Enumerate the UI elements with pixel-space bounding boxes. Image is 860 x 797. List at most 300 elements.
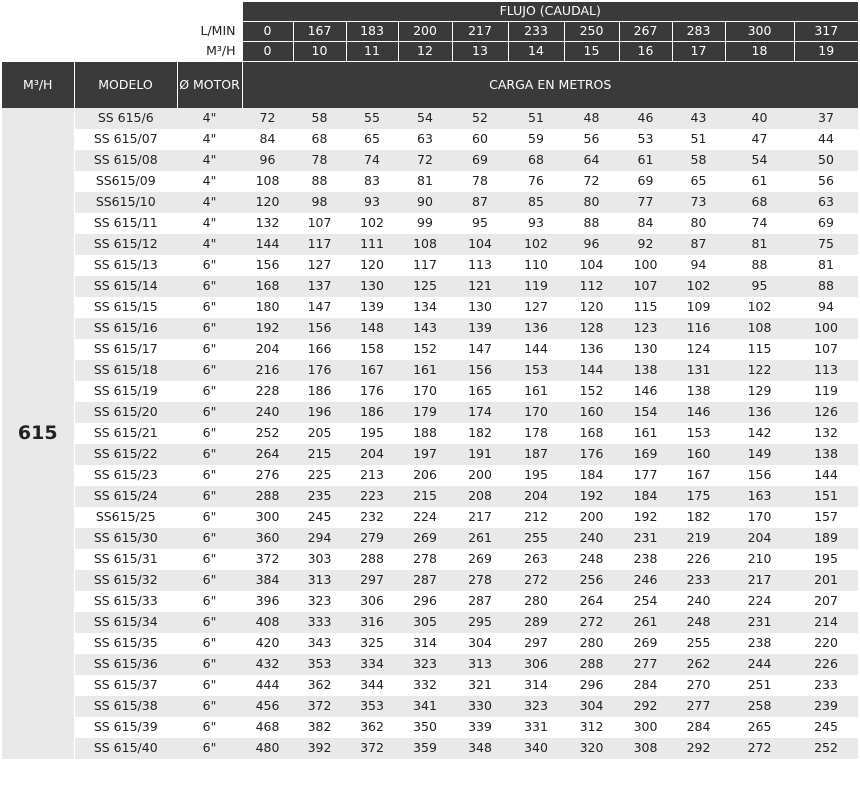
- head-value-cell: 196: [293, 402, 346, 423]
- head-value-cell: 269: [619, 633, 672, 654]
- lmin-row: [2, 22, 858, 42]
- head-value-cell: 372: [346, 738, 398, 759]
- motor-cell: 6": [177, 549, 242, 570]
- head-value-cell: 350: [398, 717, 452, 738]
- head-value-cell: 53: [619, 129, 672, 150]
- flow-title: FLUJO (CAUDAL): [242, 2, 858, 22]
- head-value-cell: 96: [564, 234, 619, 255]
- head-value-cell: 182: [672, 507, 725, 528]
- head-value-cell: 330: [452, 696, 508, 717]
- head-value-cell: 139: [346, 297, 398, 318]
- head-value-cell: 102: [672, 276, 725, 297]
- head-value-cell: 94: [794, 297, 858, 318]
- head-value-cell: 58: [672, 150, 725, 171]
- head-value-cell: 192: [242, 318, 293, 339]
- motor-cell: 4": [177, 171, 242, 192]
- model-cell: SS 615/39: [74, 717, 177, 738]
- head-value-cell: 115: [619, 297, 672, 318]
- model-column-header: MODELO: [74, 62, 177, 109]
- head-value-cell: 224: [398, 507, 452, 528]
- head-value-cell: 223: [346, 486, 398, 507]
- head-value-cell: 287: [452, 591, 508, 612]
- head-value-cell: 292: [619, 696, 672, 717]
- head-value-cell: 113: [794, 360, 858, 381]
- head-value-cell: 72: [242, 108, 293, 129]
- motor-cell: 4": [177, 192, 242, 213]
- head-value-cell: 204: [508, 486, 564, 507]
- head-value-cell: 72: [564, 171, 619, 192]
- head-value-cell: 284: [672, 717, 725, 738]
- head-value-cell: 146: [672, 402, 725, 423]
- head-value-cell: 316: [346, 612, 398, 633]
- head-value-cell: 239: [794, 696, 858, 717]
- model-cell: SS 615/31: [74, 549, 177, 570]
- m3h-value: 11: [346, 42, 398, 62]
- head-value-cell: 48: [564, 108, 619, 129]
- head-value-cell: 117: [293, 234, 346, 255]
- head-value-cell: 109: [672, 297, 725, 318]
- table-row: [2, 570, 858, 591]
- head-value-cell: 157: [794, 507, 858, 528]
- head-value-cell: 128: [564, 318, 619, 339]
- head-value-cell: 151: [794, 486, 858, 507]
- head-value-cell: 104: [452, 234, 508, 255]
- head-value-cell: 206: [398, 465, 452, 486]
- head-value-cell: 138: [672, 381, 725, 402]
- head-value-cell: 144: [508, 339, 564, 360]
- head-value-cell: 240: [672, 591, 725, 612]
- model-cell: SS 615/07: [74, 129, 177, 150]
- head-value-cell: 44: [794, 129, 858, 150]
- head-value-cell: 64: [564, 150, 619, 171]
- head-value-cell: 195: [508, 465, 564, 486]
- head-value-cell: 54: [725, 150, 794, 171]
- head-value-cell: 47: [725, 129, 794, 150]
- head-value-cell: 277: [619, 654, 672, 675]
- head-value-cell: 87: [672, 234, 725, 255]
- model-cell: SS 615/24: [74, 486, 177, 507]
- head-value-cell: 288: [564, 654, 619, 675]
- head-value-cell: 248: [564, 549, 619, 570]
- table-row: [2, 675, 858, 696]
- model-cell: SS 615/17: [74, 339, 177, 360]
- head-value-cell: 258: [725, 696, 794, 717]
- head-value-cell: 170: [508, 402, 564, 423]
- head-value-cell: 468: [242, 717, 293, 738]
- head-value-cell: 119: [794, 381, 858, 402]
- table-row: [2, 381, 858, 402]
- lmin-value: 317: [794, 22, 858, 42]
- m3h-value: 17: [672, 42, 725, 62]
- head-value-cell: 226: [672, 549, 725, 570]
- head-value-cell: 235: [293, 486, 346, 507]
- head-value-cell: 225: [293, 465, 346, 486]
- head-value-cell: 269: [452, 549, 508, 570]
- head-value-cell: 63: [398, 129, 452, 150]
- m3h-column-header: M³/H: [2, 62, 74, 109]
- table-row: [2, 213, 858, 234]
- head-value-cell: 213: [346, 465, 398, 486]
- head-value-cell: 95: [452, 213, 508, 234]
- head-value-cell: 288: [242, 486, 293, 507]
- head-value-cell: 264: [242, 444, 293, 465]
- table-row: [2, 360, 858, 381]
- head-value-cell: 170: [398, 381, 452, 402]
- head-value-cell: 124: [672, 339, 725, 360]
- lmin-label: L/MIN: [200, 23, 236, 39]
- table-row: [2, 171, 858, 192]
- head-value-cell: 120: [242, 192, 293, 213]
- model-cell: SS 615/23: [74, 465, 177, 486]
- head-value-cell: 372: [242, 549, 293, 570]
- head-value-cell: 382: [293, 717, 346, 738]
- head-value-cell: 96: [242, 150, 293, 171]
- head-value-cell: 219: [672, 528, 725, 549]
- head-value-cell: 88: [564, 213, 619, 234]
- lmin-value: 267: [619, 22, 672, 42]
- model-cell: SS 615/6: [74, 108, 177, 129]
- head-value-cell: 147: [293, 297, 346, 318]
- head-value-cell: 312: [564, 717, 619, 738]
- head-value-cell: 210: [725, 549, 794, 570]
- head-value-cell: 115: [725, 339, 794, 360]
- head-value-cell: 195: [346, 423, 398, 444]
- head-value-cell: 165: [452, 381, 508, 402]
- head-value-cell: 238: [725, 633, 794, 654]
- head-value-cell: 78: [293, 150, 346, 171]
- head-value-cell: 174: [452, 402, 508, 423]
- lmin-value: 183: [346, 22, 398, 42]
- head-value-cell: 77: [619, 192, 672, 213]
- head-value-cell: 201: [794, 570, 858, 591]
- head-value-cell: 102: [346, 213, 398, 234]
- head-value-cell: 251: [725, 675, 794, 696]
- head-value-cell: 384: [242, 570, 293, 591]
- motor-cell: 4": [177, 234, 242, 255]
- head-value-cell: 217: [725, 570, 794, 591]
- head-value-cell: 104: [564, 255, 619, 276]
- head-value-cell: 132: [242, 213, 293, 234]
- head-value-cell: 300: [242, 507, 293, 528]
- head-value-cell: 297: [508, 633, 564, 654]
- head-value-cell: 131: [672, 360, 725, 381]
- model-cell: SS615/25: [74, 507, 177, 528]
- model-cell: SS 615/36: [74, 654, 177, 675]
- table-row: [2, 549, 858, 570]
- model-cell: SS 615/14: [74, 276, 177, 297]
- head-value-cell: 81: [725, 234, 794, 255]
- head-value-cell: 331: [508, 717, 564, 738]
- head-value-cell: 98: [293, 192, 346, 213]
- head-value-cell: 240: [564, 528, 619, 549]
- motor-cell: 6": [177, 528, 242, 549]
- table-row: [2, 423, 858, 444]
- head-value-cell: 51: [508, 108, 564, 129]
- head-value-cell: 360: [242, 528, 293, 549]
- head-value-cell: 81: [794, 255, 858, 276]
- head-value-cell: 100: [619, 255, 672, 276]
- motor-cell: 4": [177, 150, 242, 171]
- head-value-cell: 167: [346, 360, 398, 381]
- m3h-value: 14: [508, 42, 564, 62]
- head-value-cell: 178: [508, 423, 564, 444]
- head-value-cell: 170: [725, 507, 794, 528]
- head-value-cell: 215: [398, 486, 452, 507]
- head-value-cell: 63: [794, 192, 858, 213]
- head-value-cell: 93: [346, 192, 398, 213]
- head-value-cell: 205: [293, 423, 346, 444]
- motor-cell: 6": [177, 696, 242, 717]
- head-value-cell: 252: [794, 738, 858, 759]
- head-value-cell: 142: [725, 423, 794, 444]
- head-value-cell: 136: [725, 402, 794, 423]
- table-row: [2, 465, 858, 486]
- head-value-cell: 255: [672, 633, 725, 654]
- head-value-cell: 111: [346, 234, 398, 255]
- head-value-cell: 69: [794, 213, 858, 234]
- head-value-cell: 138: [619, 360, 672, 381]
- head-value-cell: 125: [398, 276, 452, 297]
- head-value-cell: 248: [672, 612, 725, 633]
- head-value-cell: 184: [564, 465, 619, 486]
- head-value-cell: 130: [452, 297, 508, 318]
- motor-cell: 6": [177, 738, 242, 759]
- head-value-cell: 306: [508, 654, 564, 675]
- head-value-cell: 65: [672, 171, 725, 192]
- head-value-cell: 314: [508, 675, 564, 696]
- head-value-cell: 334: [346, 654, 398, 675]
- head-value-cell: 68: [725, 192, 794, 213]
- head-value-cell: 216: [242, 360, 293, 381]
- motor-cell: 6": [177, 675, 242, 696]
- head-value-cell: 143: [398, 318, 452, 339]
- model-cell: SS 615/22: [74, 444, 177, 465]
- head-value-cell: 156: [293, 318, 346, 339]
- head-value-cell: 197: [398, 444, 452, 465]
- head-value-cell: 245: [293, 507, 346, 528]
- head-value-cell: 343: [293, 633, 346, 654]
- table-row: [2, 297, 858, 318]
- model-cell: SS 615/38: [74, 696, 177, 717]
- m3h-value: 10: [293, 42, 346, 62]
- head-value-cell: 168: [242, 276, 293, 297]
- head-value-cell: 246: [619, 570, 672, 591]
- model-cell: SS 615/40: [74, 738, 177, 759]
- head-value-cell: 272: [508, 570, 564, 591]
- head-value-cell: 161: [508, 381, 564, 402]
- head-value-cell: 341: [398, 696, 452, 717]
- head-value-cell: 107: [293, 213, 346, 234]
- head-value-cell: 191: [452, 444, 508, 465]
- head-value-cell: 256: [564, 570, 619, 591]
- head-value-cell: 85: [508, 192, 564, 213]
- head-value-cell: 176: [346, 381, 398, 402]
- head-value-cell: 254: [619, 591, 672, 612]
- head-value-cell: 179: [398, 402, 452, 423]
- head-value-cell: 138: [794, 444, 858, 465]
- head-value-cell: 176: [293, 360, 346, 381]
- head-value-cell: 167: [672, 465, 725, 486]
- head-value-cell: 396: [242, 591, 293, 612]
- m3h-label: M³/H: [206, 43, 236, 58]
- motor-cell: 6": [177, 339, 242, 360]
- model-cell: SS 615/35: [74, 633, 177, 654]
- head-value-cell: 43: [672, 108, 725, 129]
- head-value-cell: 480: [242, 738, 293, 759]
- head-value-cell: 100: [794, 318, 858, 339]
- head-value-cell: 117: [398, 255, 452, 276]
- head-value-cell: 99: [398, 213, 452, 234]
- head-value-cell: 359: [398, 738, 452, 759]
- model-cell: SS 615/20: [74, 402, 177, 423]
- head-value-cell: 278: [452, 570, 508, 591]
- head-value-cell: 204: [242, 339, 293, 360]
- motor-cell: 6": [177, 444, 242, 465]
- head-value-cell: 192: [564, 486, 619, 507]
- table-row: [2, 234, 858, 255]
- head-value-cell: 240: [242, 402, 293, 423]
- head-value-cell: 217: [452, 507, 508, 528]
- head-value-cell: 147: [452, 339, 508, 360]
- head-value-cell: 119: [508, 276, 564, 297]
- head-value-cell: 323: [293, 591, 346, 612]
- head-value-cell: 408: [242, 612, 293, 633]
- head-value-cell: 69: [619, 171, 672, 192]
- head-value-cell: 353: [346, 696, 398, 717]
- head-value-cell: 296: [564, 675, 619, 696]
- head-value-cell: 339: [452, 717, 508, 738]
- head-value-cell: 139: [452, 318, 508, 339]
- table-row: [2, 738, 858, 759]
- motor-cell: 6": [177, 507, 242, 528]
- head-value-cell: 297: [346, 570, 398, 591]
- head-value-cell: 184: [619, 486, 672, 507]
- head-value-cell: 102: [508, 234, 564, 255]
- table-row: [2, 486, 858, 507]
- head-value-cell: 278: [398, 549, 452, 570]
- m3h-value: 15: [564, 42, 619, 62]
- head-value-cell: 333: [293, 612, 346, 633]
- head-value-cell: 192: [619, 507, 672, 528]
- head-value-cell: 277: [672, 696, 725, 717]
- head-value-cell: 321: [452, 675, 508, 696]
- head-value-cell: 78: [452, 171, 508, 192]
- head-value-cell: 90: [398, 192, 452, 213]
- head-value-cell: 224: [725, 591, 794, 612]
- head-value-cell: 372: [293, 696, 346, 717]
- head-value-cell: 186: [346, 402, 398, 423]
- head-value-cell: 129: [725, 381, 794, 402]
- model-cell: SS 615/11: [74, 213, 177, 234]
- head-value-cell: 61: [619, 150, 672, 171]
- head-value-cell: 148: [346, 318, 398, 339]
- model-cell: SS 615/08: [74, 150, 177, 171]
- table-row: [2, 507, 858, 528]
- head-value-cell: 102: [725, 297, 794, 318]
- m3h-value: 0: [242, 42, 293, 62]
- head-value-cell: 87: [452, 192, 508, 213]
- head-value-cell: 72: [398, 150, 452, 171]
- head-value-cell: 54: [398, 108, 452, 129]
- head-value-cell: 245: [794, 717, 858, 738]
- head-value-cell: 303: [293, 549, 346, 570]
- head-value-cell: 80: [564, 192, 619, 213]
- motor-cell: 6": [177, 465, 242, 486]
- head-value-cell: 308: [619, 738, 672, 759]
- head-value-cell: 127: [293, 255, 346, 276]
- head-value-cell: 93: [508, 213, 564, 234]
- motor-cell: 6": [177, 276, 242, 297]
- lmin-value: 200: [398, 22, 452, 42]
- head-value-cell: 289: [508, 612, 564, 633]
- head-value-cell: 231: [619, 528, 672, 549]
- motor-cell: 6": [177, 612, 242, 633]
- head-value-cell: 304: [452, 633, 508, 654]
- head-value-cell: 107: [619, 276, 672, 297]
- motor-cell: 6": [177, 486, 242, 507]
- head-value-cell: 204: [346, 444, 398, 465]
- motor-column-header: Ø MOTOR: [177, 62, 242, 109]
- head-value-cell: 52: [452, 108, 508, 129]
- head-value-cell: 287: [398, 570, 452, 591]
- head-value-cell: 160: [672, 444, 725, 465]
- head-value-cell: 50: [794, 150, 858, 171]
- head-value-cell: 122: [725, 360, 794, 381]
- motor-cell: 6": [177, 591, 242, 612]
- head-value-cell: 88: [293, 171, 346, 192]
- head-value-cell: 136: [508, 318, 564, 339]
- head-value-cell: 61: [725, 171, 794, 192]
- head-value-cell: 132: [794, 423, 858, 444]
- head-value-cell: 270: [672, 675, 725, 696]
- head-value-cell: 280: [564, 633, 619, 654]
- motor-cell: 6": [177, 633, 242, 654]
- model-cell: SS 615/34: [74, 612, 177, 633]
- head-value-cell: 74: [725, 213, 794, 234]
- flow-title-row: [2, 2, 858, 22]
- motor-cell: 4": [177, 129, 242, 150]
- head-value-cell: 92: [619, 234, 672, 255]
- motor-cell: 6": [177, 381, 242, 402]
- motor-cell: 6": [177, 402, 242, 423]
- head-value-cell: 80: [672, 213, 725, 234]
- column-header-row: [2, 62, 858, 109]
- head-value-cell: 163: [725, 486, 794, 507]
- blank-cell: [2, 22, 177, 42]
- head-value-cell: 56: [564, 129, 619, 150]
- head-value-cell: 188: [398, 423, 452, 444]
- head-value-cell: 189: [794, 528, 858, 549]
- head-value-cell: 325: [346, 633, 398, 654]
- head-value-cell: 195: [794, 549, 858, 570]
- head-value-cell: 261: [452, 528, 508, 549]
- head-value-cell: 127: [508, 297, 564, 318]
- head-value-cell: 46: [619, 108, 672, 129]
- head-value-cell: 74: [346, 150, 398, 171]
- lmin-value: 283: [672, 22, 725, 42]
- head-value-cell: 144: [794, 465, 858, 486]
- model-cell: SS 615/19: [74, 381, 177, 402]
- head-value-cell: 152: [398, 339, 452, 360]
- head-value-cell: 264: [564, 591, 619, 612]
- head-value-cell: 204: [725, 528, 794, 549]
- table-row: [2, 528, 858, 549]
- head-value-cell: 200: [564, 507, 619, 528]
- head-value-cell: 168: [564, 423, 619, 444]
- head-value-cell: 88: [725, 255, 794, 276]
- table-row: [2, 402, 858, 423]
- head-value-cell: 156: [452, 360, 508, 381]
